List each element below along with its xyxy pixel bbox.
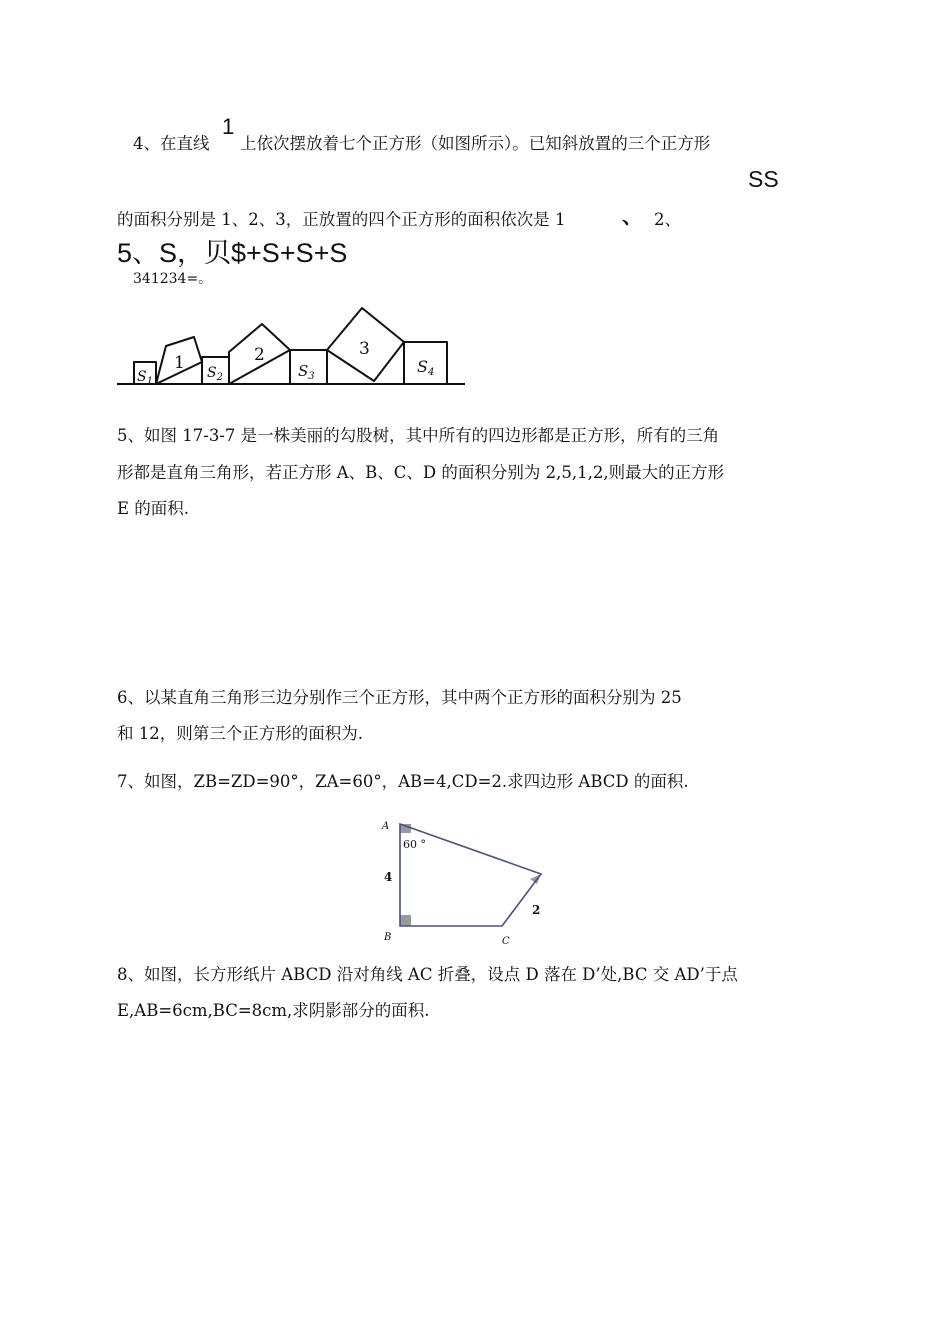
- q7-side-ab: 4: [384, 870, 393, 884]
- q4-line4: 341234=。: [133, 271, 213, 287]
- q5-line1: 5、如图 17-3-7 是一株美丽的勾股树，其中所有的四边形都是正方形，所有的三角: [117, 426, 720, 445]
- q4-tilted-label-1: 1: [174, 353, 185, 373]
- q8-line1: 8、如图，长方形纸片 ABCD 沿对角线 AC 折叠，设点 D 落在 D’处,BC 交 AD’于点: [117, 965, 738, 984]
- q4-label-s4: S4: [417, 357, 435, 378]
- q7-vertex-b: B: [384, 932, 392, 943]
- q5-line3: E 的面积.: [117, 499, 190, 518]
- q8-line2: E,AB=6cm,BC=8cm,求阴影部分的面积.: [117, 1001, 430, 1020]
- q7-angle-label: 60 °: [403, 838, 426, 851]
- q4-ss-fragment: SS: [748, 166, 779, 192]
- q7-vertex-a: A: [382, 821, 390, 832]
- q6-line1: 6、以某直角三角形三边分别作三个正方形，其中两个正方形的面积分别为 25: [117, 688, 682, 707]
- q4-line2: 的面积分别是 1、2、3，正放置的四个正方形的面积依次是 1: [117, 210, 566, 229]
- q7-right-angle-b: [400, 915, 411, 926]
- q4-label-s2: $S_2$: [207, 365, 223, 383]
- q4-line1-end: 上依次摆放着七个正方形（如图所示）。已知斜放置的三个正方形: [240, 134, 711, 153]
- q4-tilted-label-2: 2: [254, 345, 265, 365]
- q7-quadrilateral-figure: [378, 812, 568, 952]
- q7-line1: 7、如图，ZB=ZD=90°，ZA=60°，AB=4,CD=2.求四边形 ABCD 的面积.: [117, 772, 689, 791]
- q5-line2: 形都是直角三角形，若正方形 A、B、C、D 的面积分别为 2,5,1,2,则最大的正方形: [117, 463, 725, 482]
- q4-label-s3: $S_3$: [298, 362, 315, 382]
- q6-line2: 和 12，则第三个正方形的面积为.: [117, 724, 363, 743]
- q4-line3: 5、S，贝$+S+S+S: [117, 238, 348, 268]
- q4-tilted-label-3: 3: [359, 339, 370, 359]
- q4-line2-mark: 、: [622, 204, 642, 228]
- q4-line-symbol: 1: [222, 114, 235, 139]
- q4-line1-start: 4、在直线: [133, 134, 210, 153]
- q4-line2-end: 2、: [654, 210, 681, 229]
- q4-squares-figure: [112, 302, 472, 392]
- q7-side-cd: 2: [532, 903, 541, 917]
- q7-vertex-c: C: [502, 936, 510, 947]
- q4-label-s1: $S_1$: [137, 369, 153, 387]
